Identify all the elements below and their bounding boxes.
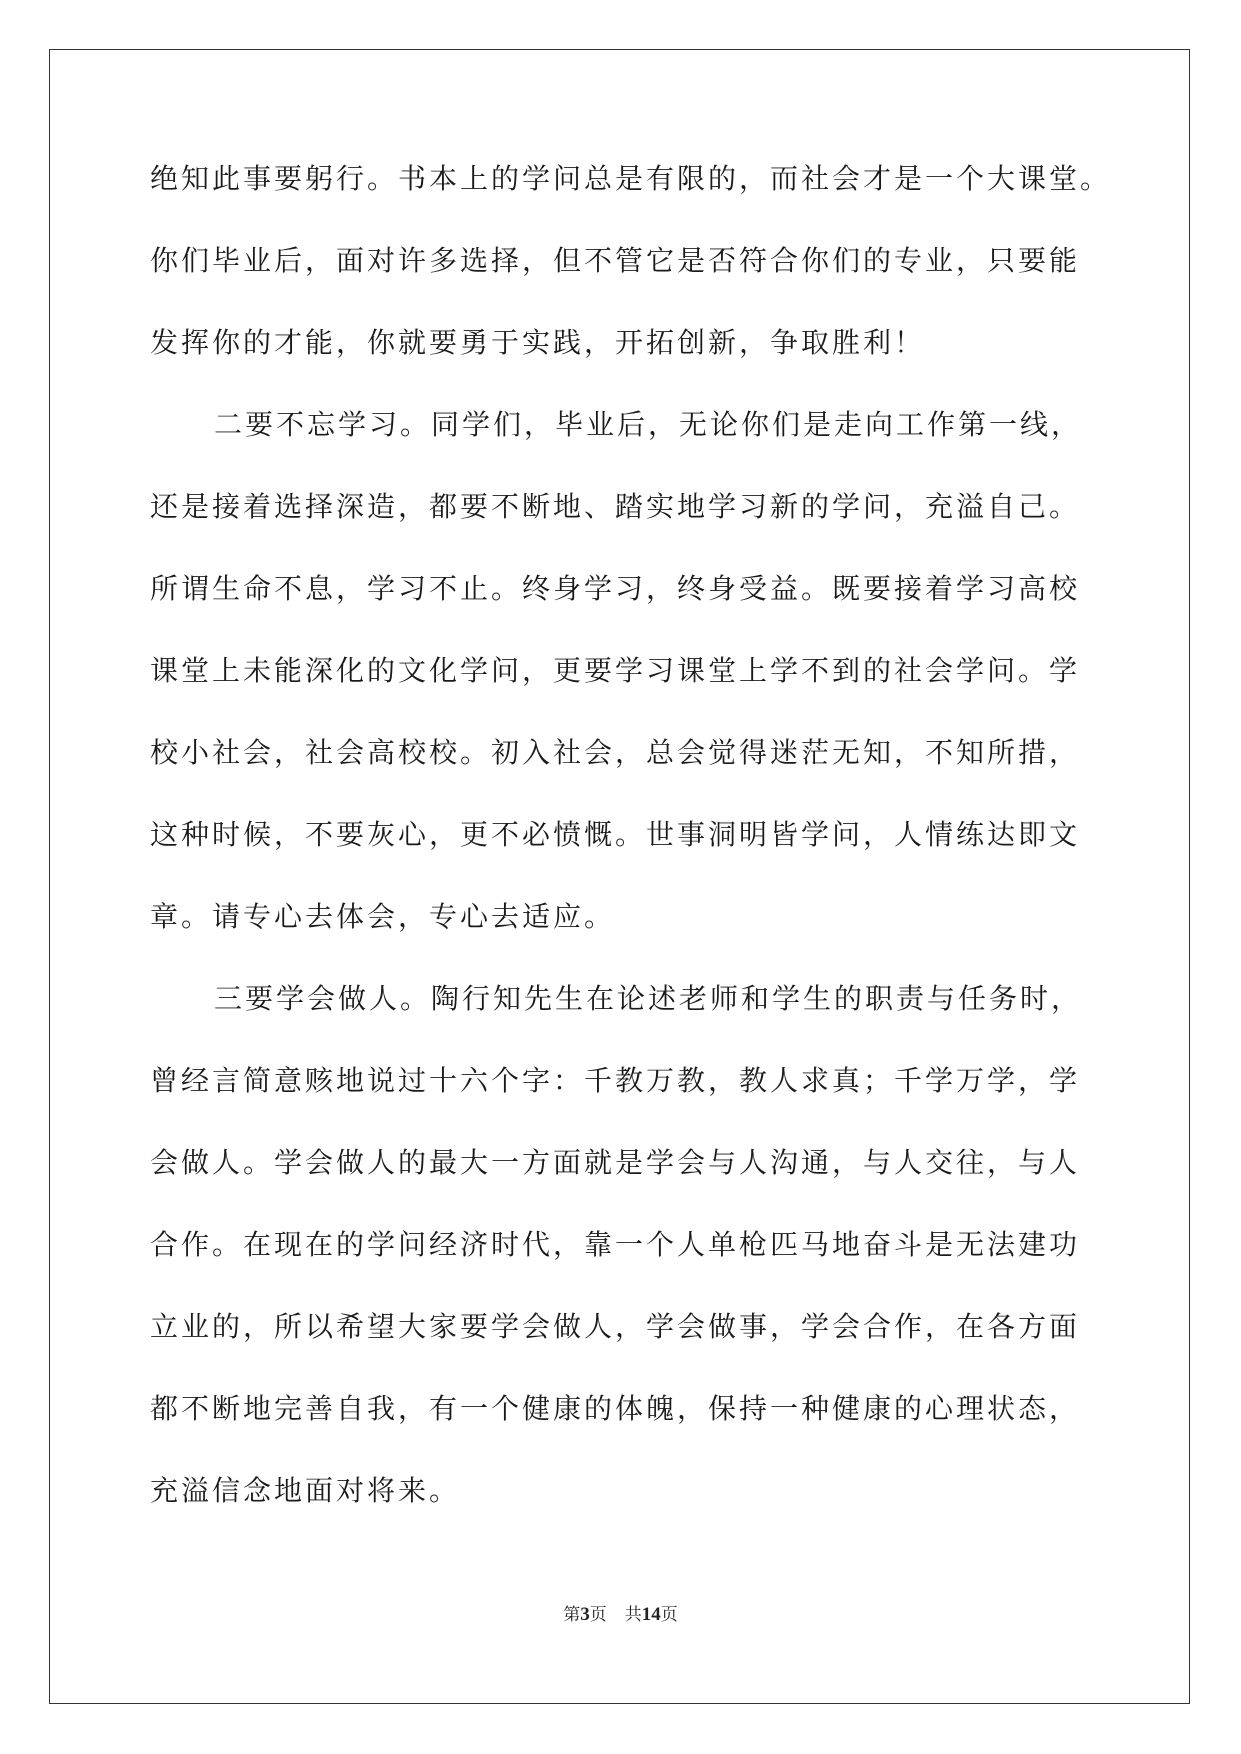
text-line: 所谓生命不息，学习不止。终身学习，终身受益。既要接着学习高校 bbox=[150, 572, 1081, 605]
page-footer bbox=[0, 1600, 1241, 1626]
text-line: 会做人。学会做人的最大一方面就是学会与人沟通，与人交往，与人 bbox=[150, 1146, 1081, 1179]
text-line: 校小社会，社会高校校。初入社会，总会觉得迷茫无知，不知所措， bbox=[150, 736, 1081, 769]
page-prefix: 第 bbox=[563, 1605, 581, 1625]
page-suffix: 页 bbox=[589, 1605, 607, 1625]
text-line: 充溢信念地面对将来。 bbox=[150, 1474, 461, 1507]
text-line: 曾经言简意赅地说过十六个字：千教万教，教人求真；千学万学，学 bbox=[150, 1064, 1081, 1097]
text-line: 你们毕业后，面对许多选择，但不管它是否符合你们的专业，只要能 bbox=[150, 244, 1081, 277]
total-prefix: 共 bbox=[624, 1605, 642, 1625]
text-line: 发挥你的才能，你就要勇于实践，开拓创新，争取胜利！ bbox=[150, 326, 926, 359]
text-line: 还是接着选择深造，都要不断地、踏实地学习新的学问，充溢自己。 bbox=[150, 490, 1081, 523]
total-suffix: 页 bbox=[660, 1605, 678, 1625]
text-line: 绝知此事要躬行。书本上的学问总是有限的，而社会才是一个大课堂。 bbox=[150, 162, 1112, 195]
text-line: 都不断地完善自我，有一个健康的体魄，保持一种健康的心理状态， bbox=[150, 1392, 1081, 1425]
text-line: 立业的，所以希望大家要学会做人，学会做事，学会合作，在各方面 bbox=[150, 1310, 1081, 1343]
page-number: 3 bbox=[580, 1604, 590, 1625]
text-line: 课堂上未能深化的文化学问，更要学习课堂上学不到的社会学问。学 bbox=[150, 654, 1081, 687]
text-line: 合作。在现在的学问经济时代，靠一个人单枪匹马地奋斗是无法建功 bbox=[150, 1228, 1081, 1261]
text-line: 章。请专心去体会，专心去适应。 bbox=[150, 900, 616, 933]
document-body bbox=[150, 156, 1112, 1550]
paragraph-start-line: 三要学会做人。陶行知先生在论述老师和学生的职责与任务时， bbox=[214, 982, 1083, 1015]
total-pages: 14 bbox=[641, 1604, 661, 1625]
text-line: 这种时候，不要灰心，更不必愤慨。世事洞明皆学问，人情练达即文 bbox=[150, 818, 1081, 851]
paragraph-start-line: 二要不忘学习。同学们，毕业后，无论你们是走向工作第一线， bbox=[214, 408, 1083, 441]
